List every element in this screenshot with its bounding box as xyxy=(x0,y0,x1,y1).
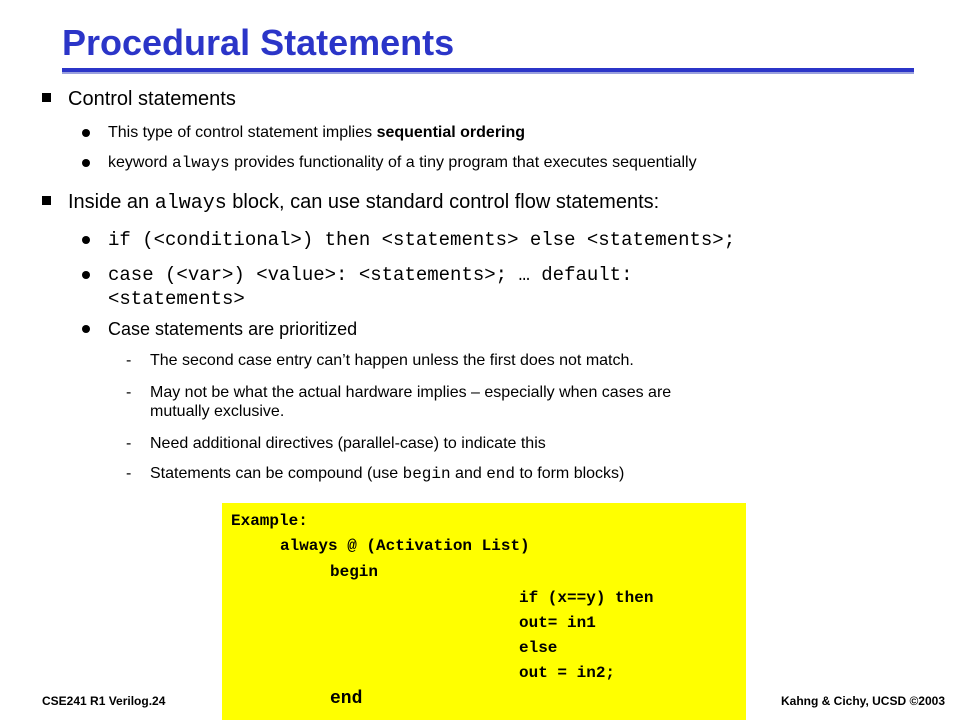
slide-title: Procedural Statements xyxy=(62,22,455,63)
if-syntax: if (<conditional>) then <statements> else <statements>; xyxy=(108,229,736,251)
code-line: always @ (Activation List) xyxy=(280,537,530,555)
sub-bullet-bold: sequential ordering xyxy=(376,124,526,141)
dash-text: Statements can be compound (use xyxy=(150,465,403,482)
dash-bullet: - xyxy=(126,384,132,401)
dash-text: to form blocks) xyxy=(515,465,625,482)
inline-code: always xyxy=(172,154,230,172)
bullet-text: Inside an xyxy=(68,191,155,213)
square-bullet-icon xyxy=(42,196,51,205)
dash-bullet: - xyxy=(126,435,132,452)
inline-code-begin: begin xyxy=(402,465,451,483)
case-syntax: case (<var>) <value>: <statements>; … default: xyxy=(108,264,633,286)
square-bullet-icon xyxy=(42,93,51,102)
title-underline xyxy=(62,68,914,72)
sub-bullet-text: Case statements are prioritized xyxy=(108,319,358,339)
case-syntax-continued: <statements> xyxy=(108,288,245,310)
footer-copyright: Kahng & Cichy, UCSD ©2003 xyxy=(781,694,945,708)
sub-bullet-text: keyword xyxy=(108,154,173,171)
dash-text: and xyxy=(450,465,487,482)
inline-code-end: end xyxy=(486,465,516,483)
dash-bullet: - xyxy=(126,352,132,369)
dash-text-continued: mutually exclusive. xyxy=(150,403,285,420)
code-example-box xyxy=(222,503,746,720)
dash-text: Need additional directives (parallel-case) to indicate this xyxy=(150,435,546,452)
code-line: end xyxy=(330,689,363,709)
footer-course-label: CSE241 R1 Verilog.24 xyxy=(42,694,166,708)
round-bullet-icon xyxy=(82,159,90,167)
bullet-text: Control statements xyxy=(68,88,236,110)
code-line: if (x==y) then xyxy=(519,589,654,607)
sub-bullet-text: This type of control statement implies xyxy=(108,124,377,141)
code-line: else xyxy=(519,639,558,657)
round-bullet-icon xyxy=(82,236,90,244)
code-line: Example: xyxy=(231,512,308,530)
dash-text: The second case entry can’t happen unless the first does not match. xyxy=(150,352,634,369)
round-bullet-icon xyxy=(82,271,90,279)
round-bullet-icon xyxy=(82,129,90,137)
dash-bullet: - xyxy=(126,465,132,482)
dash-text: May not be what the actual hardware implies – especially when cases are xyxy=(150,384,672,401)
round-bullet-icon xyxy=(82,325,90,333)
bullet-text: block, can use standard control flow statements: xyxy=(226,191,660,213)
sub-bullet-text: provides functionality of a tiny program that executes sequentially xyxy=(229,154,697,171)
inline-code: always xyxy=(154,192,227,215)
code-line: begin xyxy=(330,563,379,581)
code-line: out = in2; xyxy=(519,664,616,682)
code-line: out= in1 xyxy=(519,614,596,632)
